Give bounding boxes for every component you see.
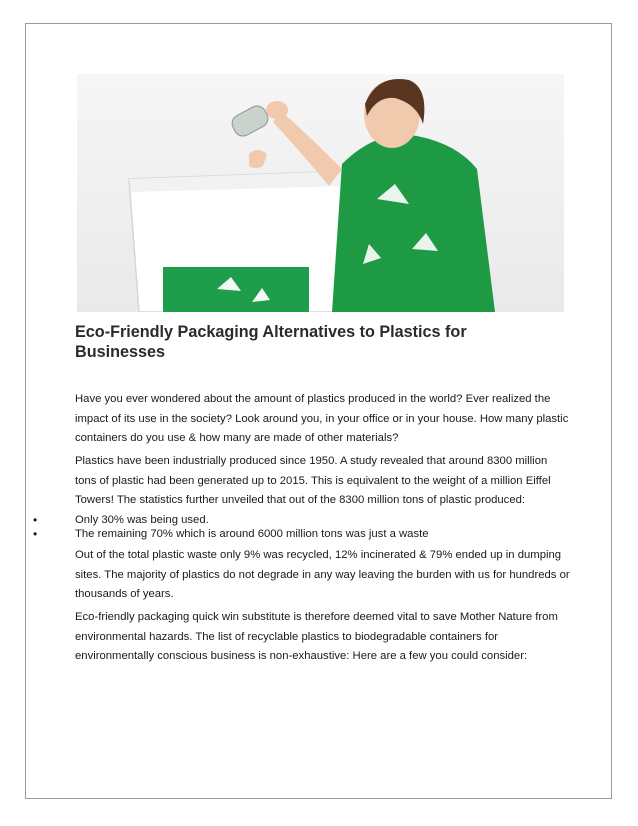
list-item-text: Only 30% was being used. (75, 514, 209, 526)
recycling-bin (129, 171, 349, 312)
list-item (33, 514, 593, 528)
page-title: Eco-Friendly Packaging Alternatives to Plastics for Businesses (75, 323, 467, 361)
bullet-icon: • (33, 513, 38, 527)
paragraph-history: Plastics have been industrially produced since 1950. A study revealed that around 8300 million tons of plastic had been generated up to 2015. This is equivalent to the weight of a million Eiffel Towers! The statistics further unveiled that out of the 8300 million tons of plastic produced: (75, 455, 551, 506)
bullet-list (33, 514, 593, 541)
paragraph-intro: Have you ever wondered about the amount of plastics produced in the world? Ever realized the impact of its use in the society? Look around you, in your office or in your house. How many plastic containers do you use & how many are made of other materials? (75, 393, 569, 444)
list-item (33, 528, 593, 542)
paragraph-waste-stats: Out of the total plastic waste only 9% was recycled, 12% incinerated & 79% ended up in dumping sites. The majority of plastics do not degrade in any way leaving the burden with us for hundreds or thousands of years. (75, 549, 570, 600)
bullet-icon: • (33, 526, 38, 541)
paragraph-conclusion: Eco-friendly packaging quick win substitute is therefore deemed vital to save Mother Nature from environmental hazards. The list of recyclable plastics to biodegradable containers for environmentally conscious business is non-exhaustive: Here are a few you could consider: (75, 611, 558, 662)
hero-image (77, 74, 564, 312)
woman-recycling-illustration (77, 74, 564, 312)
list-item-text: The remaining 70% which is around 6000 million tons was just a waste (75, 527, 429, 540)
